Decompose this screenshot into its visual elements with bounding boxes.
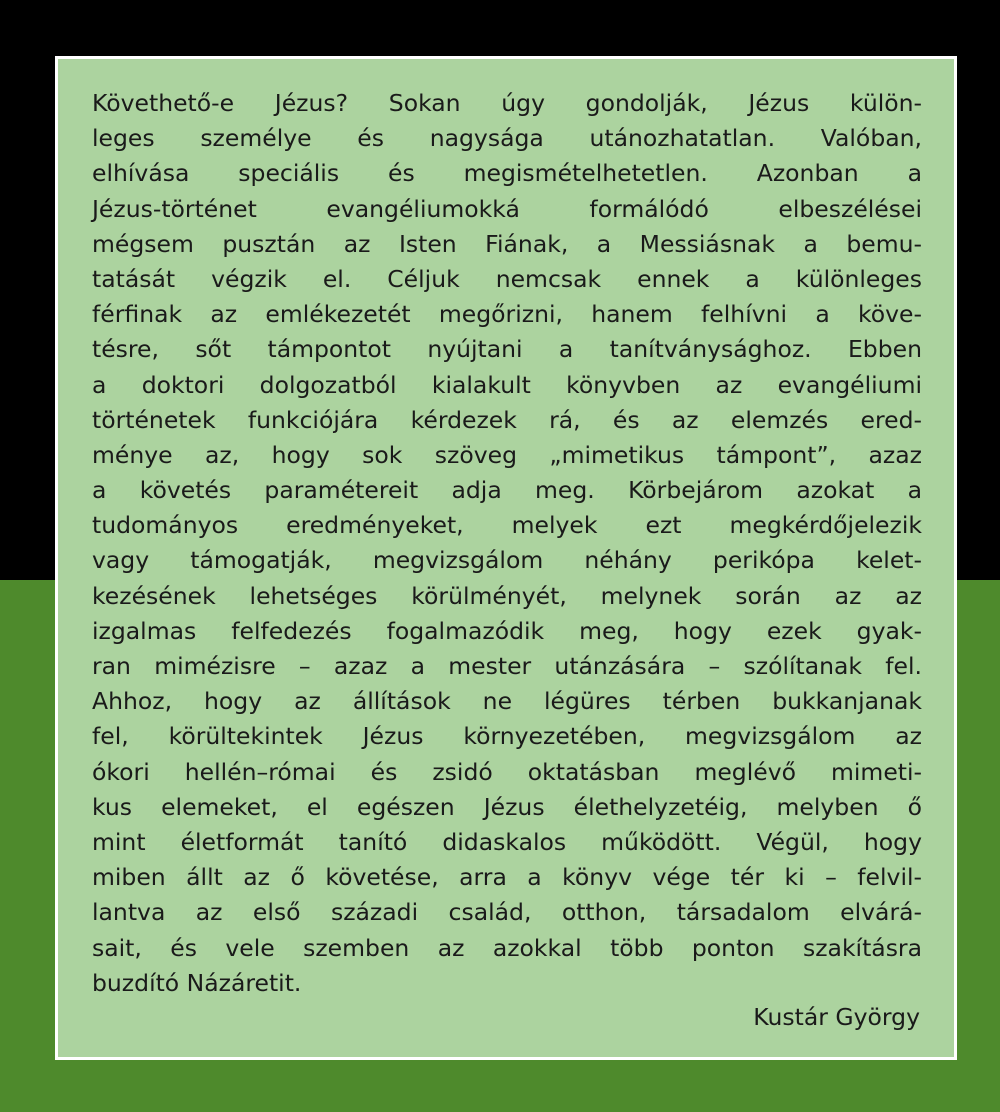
- blurb-line: a doktori dolgozatból kialakult könyvben az evangéliumi: [92, 370, 922, 399]
- blurb-line: kus elemeket, el egészen Jézus élethelyzetéig, melyben ő: [92, 792, 922, 821]
- blurb-line: férfinak az emlékezetét megőrizni, hanem felhívni a köve-: [92, 300, 922, 329]
- blurb-line: leges személye és nagysága utánozhatatlan. Valóban,: [92, 124, 922, 153]
- blurb-line: Ahhoz, hogy az állítások ne légüres térben bukkanjanak: [92, 687, 922, 716]
- blurb-line: Követhető-e Jézus? Sokan úgy gondolják, Jézus külön-: [92, 89, 922, 117]
- author-name: Kustár György: [753, 1003, 920, 1031]
- blurb-line: fel, körültekintek Jézus környezetében, megvizsgálom az: [92, 722, 922, 751]
- blurb-line: tatását végzik el. Céljuk nemcsak ennek a különleges: [92, 264, 922, 293]
- blurb-line: izgalmas felfedezés fogalmazódik meg, hogy ezek gyak-: [92, 616, 922, 645]
- blurb-line: elhívása speciális és megismételhetetlen. Azonban a: [92, 159, 922, 188]
- blurb-text: [92, 86, 922, 1001]
- blurb-line: ókori hellén–római és zsidó oktatásban meglévő mimeti-: [92, 757, 922, 786]
- blurb-line: ran mimézisre – azaz a mester utánzására – szólítanak fel.: [92, 652, 922, 680]
- blurb-line: vagy támogatják, megvizsgálom néhány perikópa kelet-: [92, 546, 922, 575]
- blurb-line: történetek funkciójára kérdezek rá, és az elemzés ered-: [92, 405, 922, 434]
- blurb-line: ménye az, hogy sok szöveg „mimetikus támpont”, azaz: [92, 440, 922, 469]
- blurb-line: tésre, sőt támpontot nyújtani a tanítványsághoz. Ebben: [92, 335, 922, 364]
- blurb-line: mint életformát tanító didaskalos működött. Végül, hogy: [92, 827, 922, 856]
- blurb-line: Jézus-történet evangéliumokká formálódó elbeszélései: [92, 194, 922, 223]
- blurb-line: sait, és vele szemben az azokkal több ponton szakításra: [92, 933, 922, 962]
- blurb-line: miben állt az ő követése, arra a könyv vége tér ki – felvil-: [92, 863, 922, 892]
- blurb-line: mégsem pusztán az Isten Fiának, a Messiásnak a bemu-: [92, 229, 922, 258]
- blurb-line: lantva az első századi család, otthon, társadalom elvárá-: [92, 898, 922, 927]
- blurb-line: a követés paramétereit adja meg. Körbejárom azokat a: [92, 476, 922, 505]
- blurb-line: buzdító Názáretit.: [92, 968, 302, 997]
- blurb-line: tudományos eredményeket, melyek ezt megkérdőjelezik: [92, 511, 922, 540]
- blurb-line: kezésének lehetséges körülményét, melynek során az az: [92, 581, 922, 610]
